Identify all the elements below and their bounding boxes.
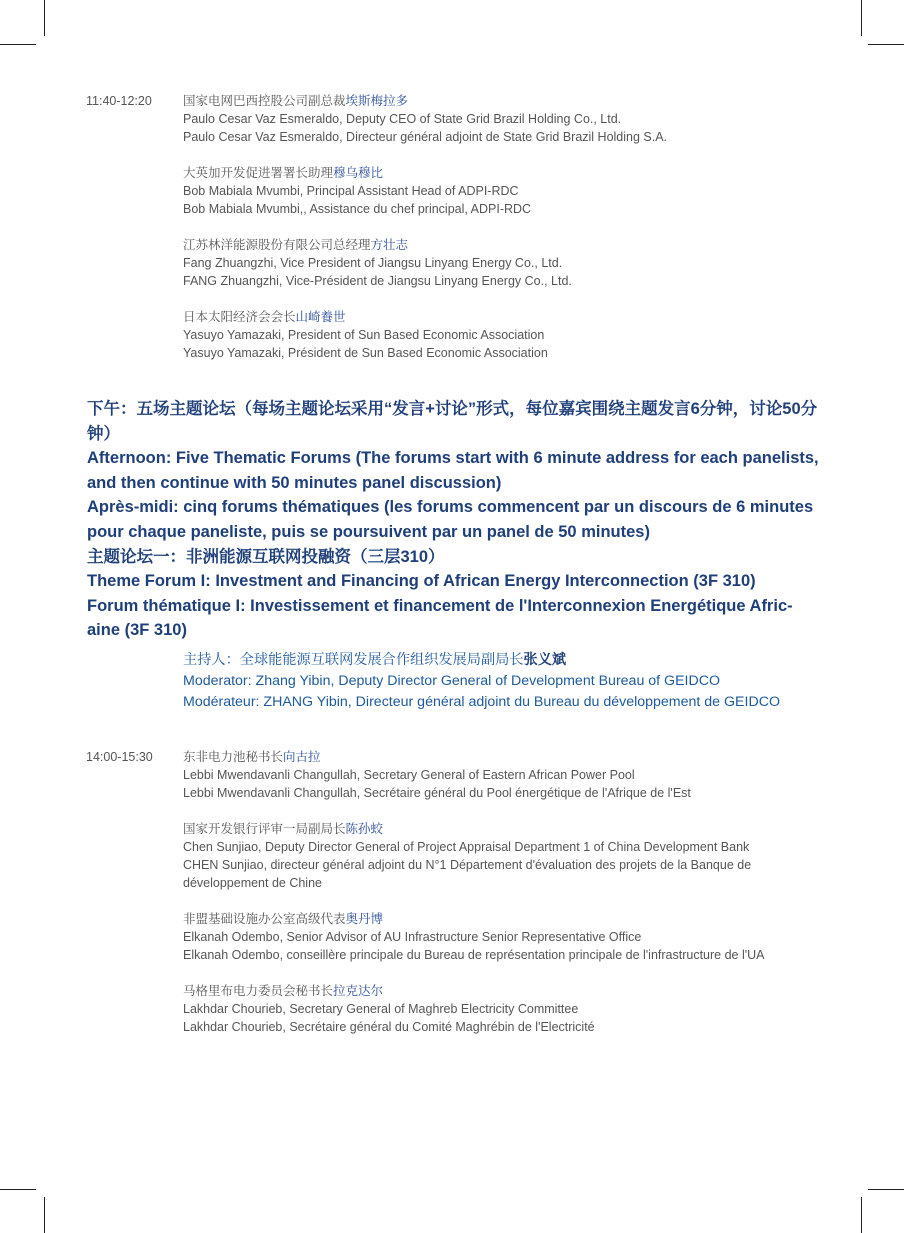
speaker-title-cn: 马格里布电力委员会秘书长 xyxy=(183,984,334,998)
crop-mark-bottom-right-vertical xyxy=(861,1197,862,1233)
speaker-list xyxy=(183,92,813,380)
speaker-name-cn: 陈孙蛟 xyxy=(345,822,384,836)
speaker-title-en: Lakhdar Chourieb, Secretary General of Maghreb Electricity Committee xyxy=(183,1002,579,1016)
speaker-title-cn: 国家开发银行评审一局副局长 xyxy=(183,822,346,836)
speaker-title-fr: Yasuyo Yamazaki, Président de Sun Based Economic Association xyxy=(183,346,548,360)
afternoon-headings xyxy=(87,397,822,643)
speaker-title-fr: Paulo Cesar Vaz Esmeraldo, Directeur général adjoint de State Grid Brazil Holding S.A. xyxy=(183,130,668,144)
speaker-title-en: Bob Mabiala Mvumbi, Principal Assistant Head of ADPI-RDC xyxy=(183,184,519,198)
speaker-title-cn: 大英加开发促进署署长助理 xyxy=(183,166,334,180)
speaker-title-en: Elkanah Odembo, Senior Advisor of AU Infrastructure Senior Representative Office xyxy=(183,930,642,944)
speaker-title-fr: Bob Mabiala Mvumbi,, Assistance du chef principal, ADPI-RDC xyxy=(183,202,532,216)
afternoon-heading-fr: Après-midi: cinq forums thématiques (les forums commencent par un discours de 6 minutes pour chaque paneliste, puis se poursuivent par un panel de 50 minutes) xyxy=(87,498,814,541)
session-time: 11:40-12:20 xyxy=(86,94,152,108)
speaker-name-cn: 拉克达尔 xyxy=(333,984,384,998)
forum-title-cn: 主题论坛一：非洲能源互联网投融资（三层310） xyxy=(87,547,445,566)
speaker-title-en: Lebbi Mwendavanli Changullah, Secretary General of Eastern African Power Pool xyxy=(183,768,635,782)
crop-mark-bottom-left-horizontal xyxy=(0,1189,36,1190)
speaker-name-cn: 穆乌穆比 xyxy=(333,166,384,180)
crop-mark-top-right-horizontal xyxy=(868,44,904,45)
speaker-entry xyxy=(183,308,813,362)
speaker-name-cn: 奥丹博 xyxy=(345,912,384,926)
crop-mark-bottom-right-horizontal xyxy=(868,1189,904,1190)
speaker-title-en: Paulo Cesar Vaz Esmeraldo, Deputy CEO of State Grid Brazil Holding Co., Ltd. xyxy=(183,112,622,126)
speaker-entry xyxy=(183,164,813,218)
speaker-name-cn: 方壮志 xyxy=(370,238,409,252)
speaker-name-cn: 埃斯梅拉多 xyxy=(345,94,409,108)
crop-mark-top-left-horizontal xyxy=(0,44,36,45)
speaker-title-en: Yasuyo Yamazaki, President of Sun Based Economic Association xyxy=(183,328,545,342)
speaker-title-cn: 江苏林洋能源股份有限公司总经理 xyxy=(183,238,371,252)
moderator-title-cn: 主持人：全球能能源互联网发展合作组织发展局副局长 xyxy=(183,652,524,668)
speaker-title-fr: Lakhdar Chourieb, Secrétaire général du Comité Maghrébin de l'Electricité xyxy=(183,1020,595,1034)
crop-mark-top-left-vertical xyxy=(44,0,45,36)
speaker-entry xyxy=(183,910,813,964)
speaker-entry xyxy=(183,236,813,290)
moderator-name-cn: 张义斌 xyxy=(523,652,567,668)
moderator-fr: Modérateur: ZHANG Yibin, Directeur général adjoint du Bureau du développement de GEIDCO xyxy=(183,694,780,710)
afternoon-heading-en: Afternoon: Five Thematic Forums (The forums start with 6 minute address for each panelists, and then continue with 50 minutes panel discussion) xyxy=(87,449,819,492)
speaker-entry xyxy=(183,748,813,802)
moderator-block xyxy=(183,650,783,713)
afternoon-heading-cn: 下午：五场主题论坛（每场主题论坛采用“发言+讨论”形式，每位嘉宾围绕主题发言6分钟，讨论50分钟） xyxy=(87,400,818,443)
speaker-name-cn: 向古拉 xyxy=(283,750,321,764)
moderator-en: Moderator: Zhang Yibin, Deputy Director General of Development Bureau of GEIDCO xyxy=(183,673,721,689)
speaker-entry xyxy=(183,982,813,1036)
speaker-entry xyxy=(183,820,813,892)
crop-mark-bottom-left-vertical xyxy=(44,1197,45,1233)
speaker-title-en: Chen Sunjiao, Deputy Director General of Project Appraisal Department 1 of China Development Bank xyxy=(183,840,750,854)
forum-title-fr: Forum thématique I: Investissement et financement de l'Interconnexion Energétique Afric-aine (3F 310) xyxy=(87,596,793,640)
speaker-list xyxy=(183,748,813,1054)
crop-mark-top-right-vertical xyxy=(861,0,862,36)
speaker-name-cn: 山崎養世 xyxy=(295,310,346,324)
speaker-title-cn: 东非电力池秘书长 xyxy=(183,750,284,764)
speaker-title-cn: 国家电网巴西控股公司副总裁 xyxy=(183,94,346,108)
speaker-title-en: Fang Zhuangzhi, Vice President of Jiangsu Linyang Energy Co., Ltd. xyxy=(183,256,563,270)
speaker-title-cn: 非盟基础设施办公室高级代表 xyxy=(183,912,346,926)
forum-title-en: Theme Forum I: Investment and Financing of African Energy Interconnection (3F 310) xyxy=(87,572,756,591)
speaker-title-fr: CHEN Sunjiao, directeur général adjoint du N°1 Département d'évaluation des projets de la Banque de développement de Chine xyxy=(183,858,752,890)
speaker-entry xyxy=(183,92,813,146)
speaker-title-fr: Elkanah Odembo, conseillère principale du Bureau de représentation principale de l'infrastructure de l'UA xyxy=(183,948,765,962)
session-time: 14:00-15:30 xyxy=(86,750,153,764)
speaker-title-cn: 日本太阳经济会会长 xyxy=(183,310,296,324)
speaker-title-fr: FANG Zhuangzhi, Vice-Président de Jiangsu Linyang Energy Co., Ltd. xyxy=(183,274,572,288)
speaker-title-fr: Lebbi Mwendavanli Changullah, Secrétaire général du Pool énergétique de l'Afrique de l'Est xyxy=(183,786,691,800)
